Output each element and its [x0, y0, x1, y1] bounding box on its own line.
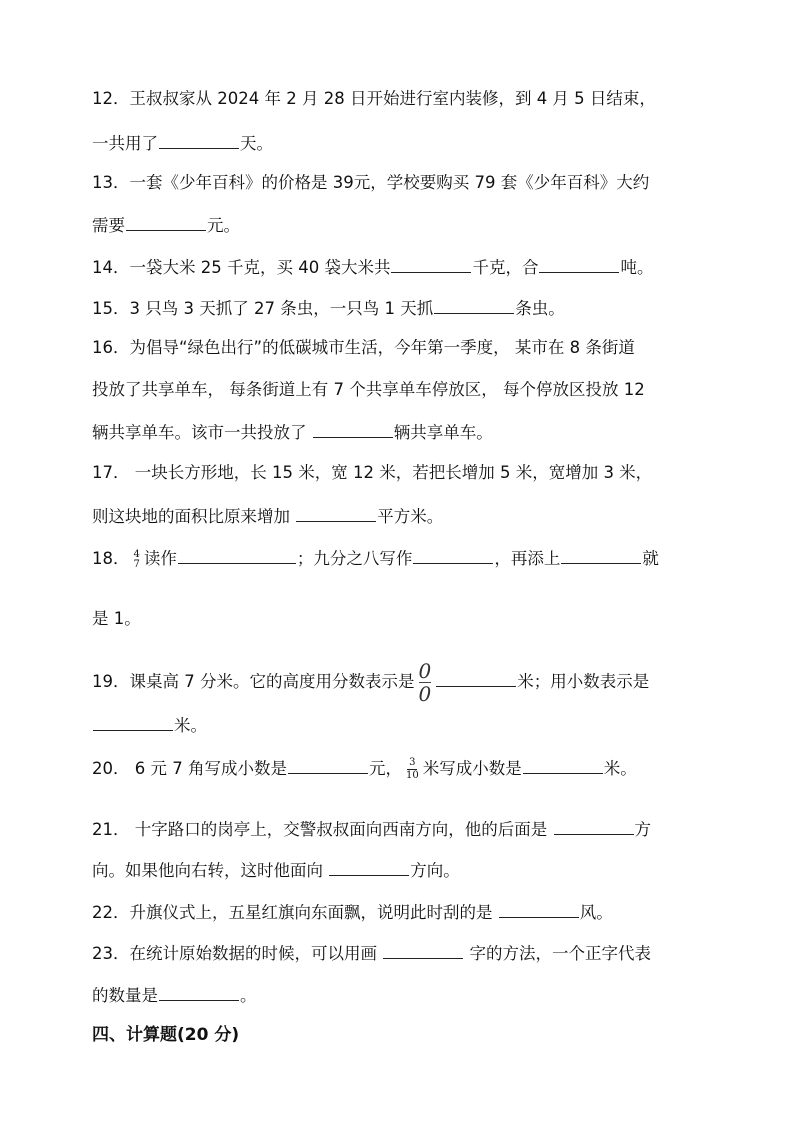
answer-blank[interactable]	[434, 297, 514, 314]
answer-blank[interactable]	[523, 757, 603, 774]
q13-line2: 需要 元。	[92, 216, 240, 235]
answer-blank[interactable]	[554, 818, 634, 835]
q18-line1: 18． 4 7 读作 ；九分之八写作 ，再添上 就	[92, 548, 659, 570]
q23-line2: 的数量是 。	[92, 986, 257, 1005]
fraction-three-tenths: $\frac{3}{10}$	[405, 757, 419, 781]
answer-blank[interactable]	[391, 256, 471, 273]
answer-blank[interactable]	[159, 984, 239, 1001]
q18-line2: 是 1。	[92, 609, 141, 628]
answer-blank[interactable]	[499, 901, 579, 918]
q22-line: 22．升旗仪式上，五星红旗向东面飘，说明此时刮的是 风。	[92, 903, 613, 922]
answer-blank[interactable]	[93, 714, 173, 731]
q17-line2: 则这块地的面积比原来增加 平方米。	[92, 507, 444, 526]
q16-line1: 16．为倡导“绿色出行”的低碳城市生活，今年第一季度， 某市在 8 条街道	[92, 338, 635, 357]
q19-line1: 19．课桌高 7 分米。它的高度用分数表示是 $\frac{0}{0}$ 米；用小数表示是	[92, 659, 650, 706]
q12-line1: 12．王叔叔家从 2024 年 2 月 28 日开始进行室内装修，到 4 月 5 日结束，	[92, 89, 656, 108]
q21-line1: 21． 十字路口的岗亭上，交警叔叔面向西南方向，他的后面是 方	[92, 820, 651, 839]
q17-line1: 17． 一块长方形地，长 15 米，宽 12 米，若把长增加 5 米，宽增加 3 米，	[92, 463, 653, 482]
q21-line2: 向。如果他向右转，这时他面向 方向。	[92, 861, 460, 880]
q14-line: 14．一袋大米 25 千克，买 40 袋大米共 千克，合 吨。	[92, 258, 654, 277]
answer-blank[interactable]	[561, 547, 641, 564]
q16-line3: 辆共享单车。该市一共投放了 辆共享单车。	[92, 423, 493, 442]
answer-blank[interactable]	[126, 214, 206, 231]
q23-line1: 23．在统计原始数据的时候，可以用画 字的方法，一个正字代表	[92, 944, 651, 963]
answer-blank[interactable]	[329, 859, 409, 876]
answer-blank[interactable]	[288, 757, 368, 774]
answer-blank[interactable]	[313, 421, 393, 438]
answer-blank[interactable]	[436, 670, 516, 687]
answer-blank[interactable]	[296, 505, 376, 522]
answer-blank[interactable]	[178, 547, 296, 564]
answer-blank[interactable]	[159, 132, 239, 149]
q20-line: 20． 6 元 7 角写成小数是 元， $\frac{3}{10}$ 米写成小数是 米。	[92, 757, 637, 781]
q16-line2: 投放了共享单车， 每条街道上有 7 个共享单车停放区， 每个停放区投放 12	[92, 380, 645, 399]
q12-line2: 一共用了 天。	[92, 134, 273, 153]
q15-line: 15．3 只鸟 3 天抓了 27 条虫，一只鸟 1 天抓 条虫。	[92, 299, 565, 318]
section-heading-calculation: 四、计算题(20 分)	[92, 1025, 240, 1045]
fraction-placeholder: $\frac{0}{0}$	[418, 659, 432, 706]
answer-blank[interactable]	[383, 942, 463, 959]
q19-line2: 米。	[92, 714, 207, 736]
fraction-four-sevenths: 4 7	[133, 548, 140, 570]
q13-line1: 13．一套《少年百科》的价格是 39元，学校要购买 79 套《少年百科》大约	[92, 173, 650, 192]
answer-blank[interactable]	[539, 256, 619, 273]
answer-blank[interactable]	[413, 547, 493, 564]
